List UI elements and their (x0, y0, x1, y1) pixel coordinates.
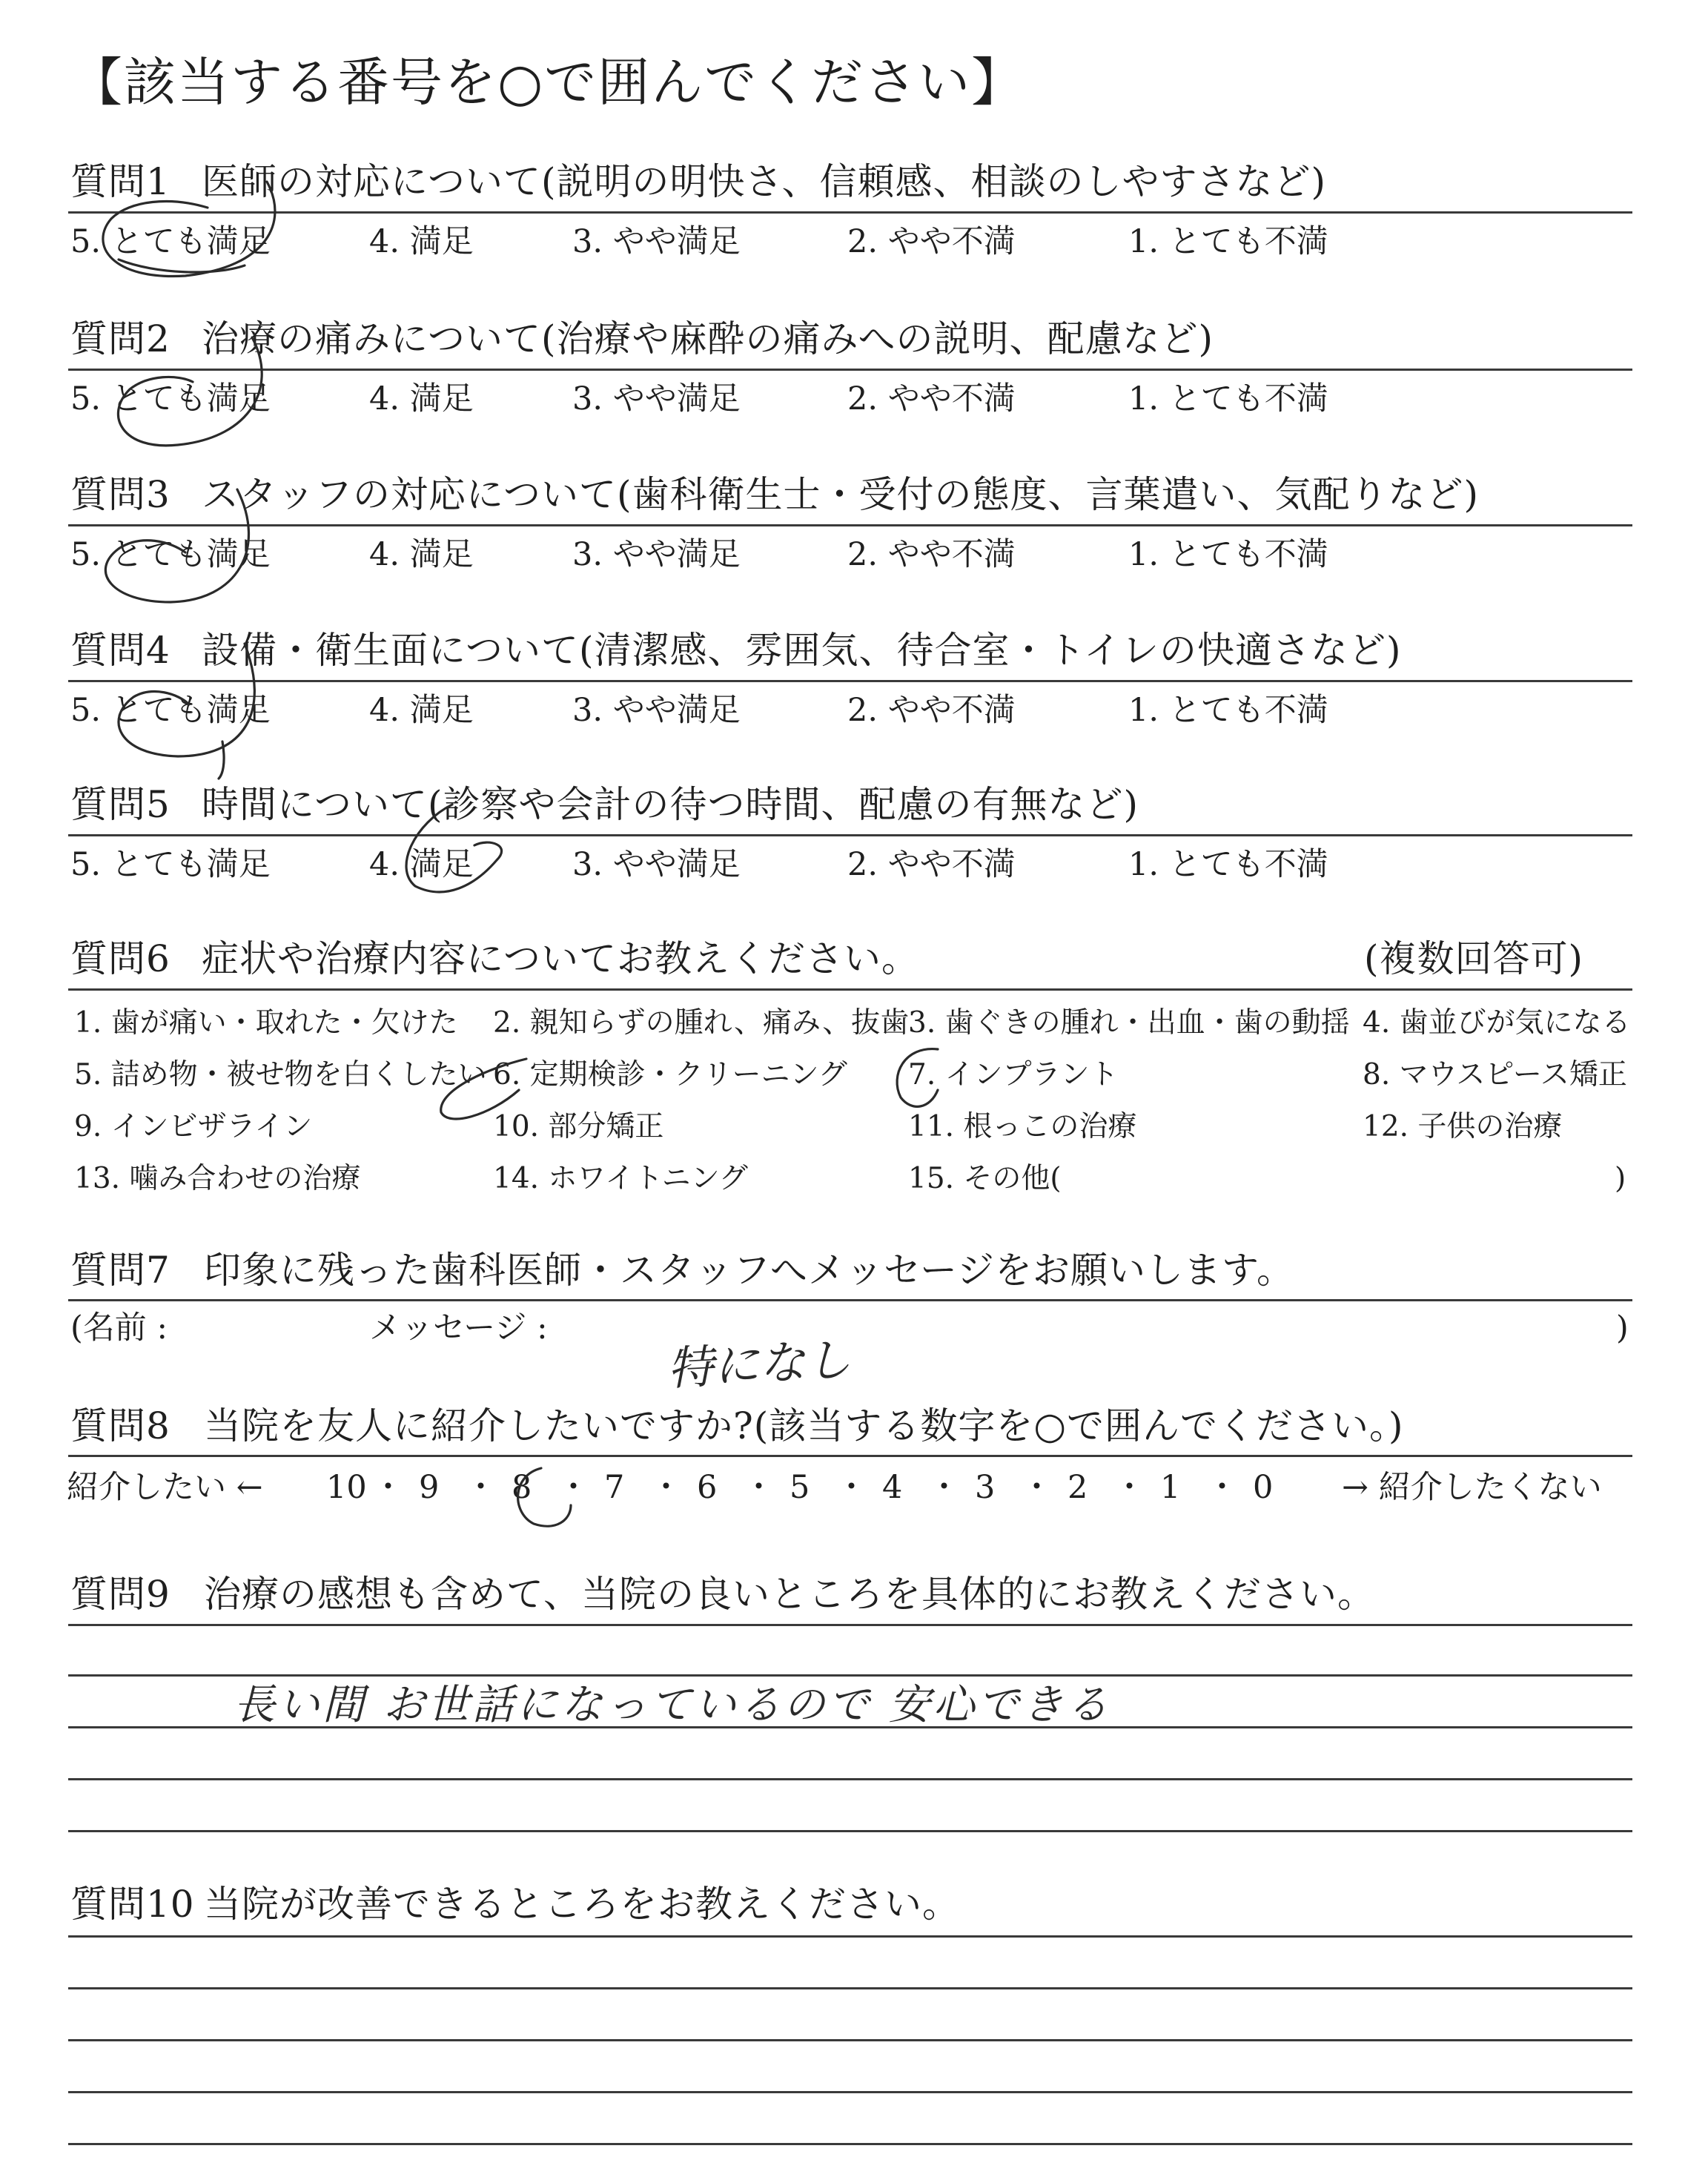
q8-scale-5[interactable]: 5 (790, 1469, 810, 1506)
q6-option-14[interactable]: 14. ホワイトニング (493, 1162, 748, 1195)
q8-scale-7[interactable]: 7 (604, 1469, 625, 1506)
q8-scale-separator: ・ (372, 1469, 404, 1506)
q2-text: 治療の痛みについて(治療や麻酔の痛みへの説明、配慮など) (202, 317, 1214, 360)
q8-scale-4[interactable]: 4 (882, 1469, 903, 1506)
q2-option-4[interactable]: 4. 満足 (369, 380, 474, 417)
q6-label: 質問6 (70, 937, 171, 980)
q4-text: 設備・衛生面について(清潔感、雰囲気、待合室・トイレの快適さなど) (202, 629, 1402, 672)
q6-option-15[interactable]: 15. その他( (908, 1162, 1062, 1195)
q6-option-12[interactable]: 12. 子供の治療 (1363, 1110, 1563, 1143)
q6-text: 症状や治療内容についてお教えください。 (202, 937, 919, 980)
q9-label: 質問9 (70, 1573, 171, 1616)
q5-selection-circle (406, 805, 502, 892)
q6-option-5[interactable]: 5. 詰め物・被せ物を白くしたい (74, 1058, 487, 1091)
q6-option-6[interactable]: 6. 定期検診・クリーニング (493, 1058, 847, 1091)
q8-label: 質問8 (70, 1404, 171, 1447)
q8-text: 当院を友人に紹介したいですか?(該当する数字を○で囲んでください。) (204, 1404, 1404, 1447)
q1-text: 医師の対応について(説明の明快さ、信頼感、相談のしやすさなど) (202, 160, 1327, 203)
q7-close-paren: ) (1616, 1309, 1629, 1347)
q7-name-label: (名前 : (70, 1309, 168, 1347)
q6-option-1[interactable]: 1. 歯が痛い・取れた・欠けた (74, 1006, 458, 1040)
q6-option7-circle (897, 1049, 938, 1107)
q6-option-9[interactable]: 9. インビザライン (74, 1110, 313, 1143)
q4-option-3[interactable]: 3. やや満足 (572, 692, 741, 729)
q6-option-2[interactable]: 2. 親知らずの腫れ、痛み、抜歯 (493, 1006, 910, 1040)
q2-option-5[interactable]: 5. とても満足 (70, 380, 271, 417)
q8-scale-separator: ・ (465, 1469, 497, 1506)
q8-left-label: 紹介したい ← (67, 1469, 263, 1506)
q7-label: 質問7 (70, 1249, 171, 1292)
q3-selection-circle (105, 489, 248, 602)
q1-label: 質問1 (70, 160, 171, 203)
q3-text: スタッフの対応について(歯科衛生士・受付の態度、言葉遣い、気配りなど) (202, 473, 1480, 516)
q1-option-4[interactable]: 4. 満足 (369, 223, 474, 260)
q7-handwritten-message: 特になし (666, 1332, 853, 1396)
q6-close-paren: ) (1615, 1162, 1626, 1195)
q5-option-1[interactable]: 1. とても不満 (1128, 846, 1328, 883)
q8-scale-separator: ・ (835, 1469, 867, 1506)
q7-text: 印象に残った歯科医師・スタッフへメッセージをお願いします。 (204, 1249, 1294, 1292)
q4-option-1[interactable]: 1. とても不満 (1128, 692, 1328, 729)
q1-option-3[interactable]: 3. やや満足 (572, 223, 741, 260)
q6-option-4[interactable]: 4. 歯並びが気になる (1363, 1006, 1631, 1040)
q8-scale-8[interactable]: 8 (512, 1469, 532, 1506)
q9-text: 治療の感想も含めて、当院の良いところを具体的にお教えください。 (204, 1573, 1375, 1616)
q3-option-1[interactable]: 1. とても不満 (1128, 536, 1328, 573)
q2-option-1[interactable]: 1. とても不満 (1128, 380, 1328, 417)
q8-scale-10[interactable]: 10 (326, 1469, 367, 1506)
q1-option-2[interactable]: 2. やや不満 (847, 223, 1016, 260)
q6-option-7[interactable]: 7. インプラント (908, 1058, 1119, 1091)
q8-scale-separator: ・ (743, 1469, 775, 1506)
q5-text: 時間について(診察や会計の待つ時間、配慮の有無など) (202, 783, 1139, 826)
q4-option-2[interactable]: 2. やや不満 (847, 692, 1016, 729)
q1-option-1[interactable]: 1. とても不満 (1128, 223, 1328, 260)
q8-scale-6[interactable]: 6 (697, 1469, 718, 1506)
q3-option-3[interactable]: 3. やや満足 (572, 536, 741, 573)
q8-scale-separator: ・ (1206, 1469, 1238, 1506)
q5-label: 質問5 (70, 783, 171, 826)
q6-option-10[interactable]: 10. 部分矯正 (493, 1110, 664, 1143)
q5-option-5[interactable]: 5. とても満足 (70, 846, 271, 883)
q8-scale-1[interactable]: 1 (1160, 1469, 1181, 1506)
q10-text: 当院が改善できるところをお教えください。 (204, 1883, 960, 1926)
q8-scale-separator: ・ (557, 1469, 589, 1506)
q8-right-label: → 紹介したくない (1342, 1469, 1602, 1506)
q6-option6-circle (441, 1059, 526, 1119)
q9-handwritten-answer: 長い間 お世話になっているので 安心できる (234, 1681, 1111, 1729)
q6-option-3[interactable]: 3. 歯ぐきの腫れ・出血・歯の動揺 (908, 1006, 1350, 1040)
q8-scale-3[interactable]: 3 (975, 1469, 996, 1506)
q6-note: (複数回答可) (1364, 937, 1584, 980)
q2-option-3[interactable]: 3. やや満足 (572, 380, 741, 417)
q8-scale-separator: ・ (1113, 1469, 1145, 1506)
q2-option-2[interactable]: 2. やや不満 (847, 380, 1016, 417)
q10-label: 質問10 (70, 1883, 195, 1926)
q8-scale-0[interactable]: 0 (1253, 1469, 1274, 1506)
q8-selection-circle (518, 1468, 571, 1526)
q8-scale-separator: ・ (1021, 1469, 1053, 1506)
q2-label: 質問2 (70, 317, 171, 360)
q3-option-5[interactable]: 5. とても満足 (70, 536, 271, 573)
q8-scale-2[interactable]: 2 (1068, 1469, 1088, 1506)
q4-option-4[interactable]: 4. 満足 (369, 692, 474, 729)
q5-option-3[interactable]: 3. やや満足 (572, 846, 741, 883)
q3-option-2[interactable]: 2. やや不満 (847, 536, 1016, 573)
q8-scale-9[interactable]: 9 (419, 1469, 440, 1506)
q8-scale-separator: ・ (928, 1469, 960, 1506)
q4-label: 質問4 (70, 629, 171, 672)
q7-message-label: メッセージ : (369, 1309, 548, 1347)
q8-scale-separator: ・ (650, 1469, 682, 1506)
q4-option-5[interactable]: 5. とても満足 (70, 692, 271, 729)
q4-selection-circle (119, 644, 254, 779)
q6-option-13[interactable]: 13. 噛み合わせの治療 (74, 1162, 361, 1195)
q1-option-5[interactable]: 5. とても満足 (70, 223, 271, 260)
q3-label: 質問3 (70, 473, 171, 516)
q2-selection-circle (118, 337, 262, 446)
q5-option-2[interactable]: 2. やや不満 (847, 846, 1016, 883)
q3-option-4[interactable]: 4. 満足 (369, 536, 474, 573)
q5-option-4[interactable]: 4. 満足 (369, 846, 474, 883)
survey-instruction: 【該当する番号を○で囲んでください】 (70, 52, 1025, 113)
q6-option-8[interactable]: 8. マウスピース矯正 (1363, 1058, 1627, 1091)
q6-option-11[interactable]: 11. 根っこの治療 (908, 1110, 1137, 1143)
